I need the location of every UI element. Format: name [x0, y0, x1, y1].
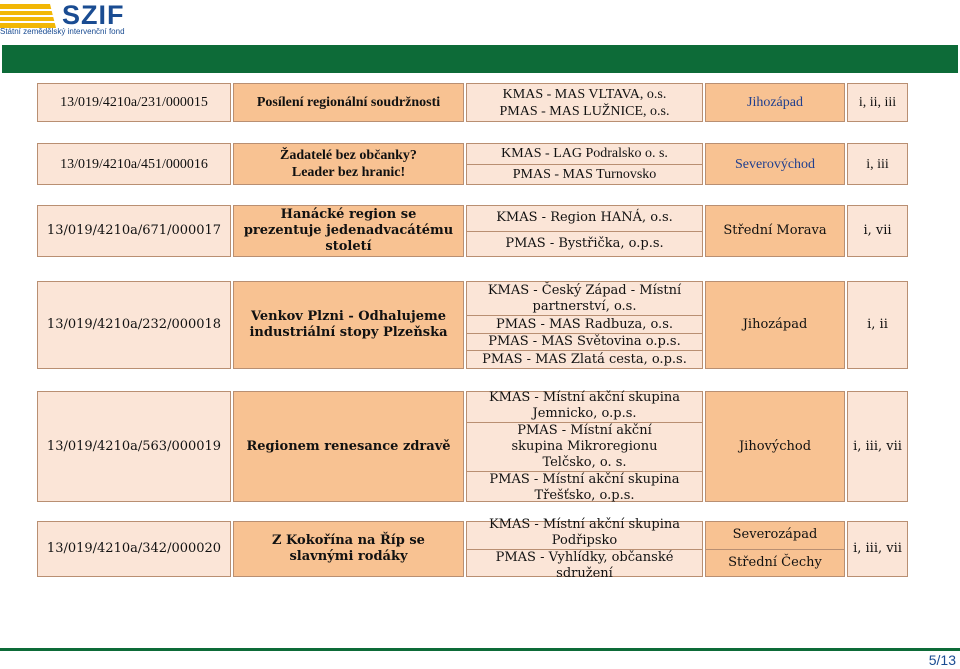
project-id: 13/019/4210a/671/000017 — [37, 205, 231, 257]
logo-subtitle: Státní zemědělský intervenční fond — [0, 27, 125, 36]
mas-entry: KMAS - MAS VLTAVA, o.s. — [502, 86, 667, 102]
mas-entry: PMAS - Místní akční skupina Třešťsko, o.p.s. — [467, 471, 702, 504]
mas-entry: KMAS - LAG Podralsko o. s. — [501, 146, 668, 162]
mas-entry: PMAS - MAS Světovina o.p.s. — [467, 333, 702, 351]
project-title: Venkov Plzni - Odhalujeme industriální stopy Plzeňska — [233, 281, 464, 369]
mas-entry: PMAS - MAS Zlatá cesta, o.p.s. — [467, 350, 702, 368]
measures: i, vii — [847, 205, 908, 257]
project-id: 13/019/4210a/342/000020 — [37, 521, 231, 577]
region: Severovýchod — [705, 143, 845, 185]
mas-cell — [466, 391, 703, 502]
project-title: Žadatelé bez občanky? Leader bez hranic! — [233, 143, 464, 185]
project-id: 13/019/4210a/232/000018 — [37, 281, 231, 369]
region: Severozápad — [732, 527, 818, 543]
table-row — [37, 391, 908, 502]
project-id: 13/019/4210a/563/000019 — [37, 391, 231, 502]
mas-cell — [466, 83, 703, 122]
table-row — [37, 205, 908, 257]
mas-entry: PMAS - MAS Turnovsko — [467, 164, 702, 185]
mas-entry: KMAS - Region HANÁ, o.s. — [496, 210, 673, 226]
mas-entry: PMAS - Vyhlídky, občanské sdružení — [467, 549, 702, 582]
mas-cell — [466, 281, 703, 369]
table-row — [37, 83, 908, 122]
table-row — [37, 516, 908, 581]
measures: i, iii, vii — [847, 391, 908, 502]
region: Střední Morava — [705, 205, 845, 257]
mas-entry: KMAS - Místní akční skupina Podřipsko — [488, 516, 681, 548]
project-id: 13/019/4210a/231/000015 — [37, 83, 231, 122]
mas-entry: PMAS - Bystřička, o.p.s. — [467, 231, 702, 257]
project-title: Posílení regionální soudržnosti — [233, 83, 464, 122]
project-title: Z Kokořína na Říp se slavnými rodáky — [233, 521, 464, 577]
project-title: Hanácké region se prezentuje jedenadvacátému století — [233, 205, 464, 257]
page-number: 5/13 — [928, 652, 956, 668]
szif-logo-mark-icon — [0, 4, 56, 28]
mas-cell — [466, 205, 703, 257]
project-title: Regionem renesance zdravě — [233, 391, 464, 502]
mas-entry: PMAS - Místní akční skupina Mikroregionu Telčsko, o. s. — [467, 422, 702, 471]
region-cell — [705, 521, 845, 577]
szif-logo — [0, 0, 160, 40]
mas-entry: PMAS - MAS LUŽNICE, o.s. — [499, 103, 670, 119]
table-row — [37, 143, 908, 185]
mas-cell — [466, 516, 703, 581]
measures: i, iii — [847, 143, 908, 185]
measures: i, ii — [847, 281, 908, 369]
footer-line — [0, 648, 960, 651]
mas-entry: PMAS - MAS Radbuza, o.s. — [467, 315, 702, 333]
region: Střední Čechy — [706, 549, 844, 577]
measures: i, iii, vii — [847, 521, 908, 577]
region: Jihozápad — [705, 83, 845, 122]
table-row — [37, 281, 908, 369]
project-id: 13/019/4210a/451/000016 — [37, 143, 231, 185]
mas-cell — [466, 143, 703, 185]
region: Jihovýchod — [705, 391, 845, 502]
header-bar — [2, 45, 958, 73]
measures: i, ii, iii — [847, 83, 908, 122]
logo-name: SZIF — [62, 0, 125, 30]
mas-entry: KMAS - Český Západ - Místní partnerství, o.s. — [487, 282, 682, 314]
mas-entry: KMAS - Místní akční skupina Jemnicko, o.p.s. — [488, 389, 681, 421]
region: Jihozápad — [705, 281, 845, 369]
